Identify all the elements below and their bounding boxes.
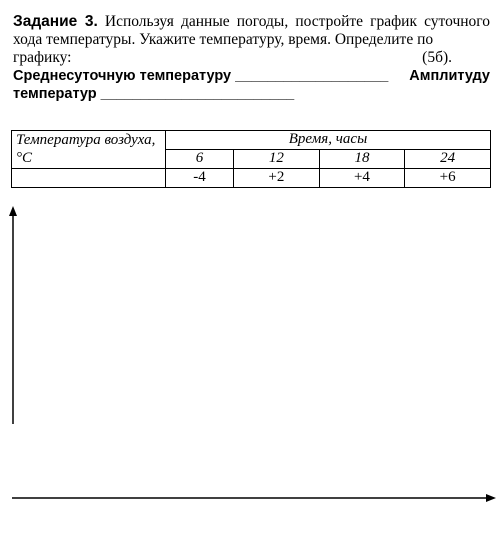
task-body: Используя данные погоды, постройте график суточного хода температуры. Укажите температуру, время. Определите по [13, 13, 491, 48]
temp-cell: +4 [319, 169, 405, 188]
hour-cell: 6 [166, 150, 234, 169]
amplitude-label: Амплитуду [409, 68, 490, 84]
task-title: Задание 3. [13, 13, 98, 30]
temp-label: температур ________________________ [13, 86, 295, 102]
temp-cell: +2 [234, 169, 320, 188]
temp-cell: -4 [166, 169, 234, 188]
y-axis-arrow-icon [9, 206, 17, 216]
hour-cell: 24 [405, 150, 491, 169]
row-header-cell: Температура воздуха,°С [12, 131, 166, 169]
col-header-cell: Время, часы [166, 131, 491, 150]
x-axis-arrow-icon [486, 494, 496, 502]
task-body-end: графику: [13, 49, 72, 66]
task-points: (5б). [422, 49, 452, 66]
temp-cell: +6 [405, 169, 491, 188]
avg-temp-label: Среднесуточную температуру ___________________ [13, 68, 389, 84]
hour-cell: 18 [319, 150, 405, 169]
hour-cell: 12 [234, 150, 320, 169]
